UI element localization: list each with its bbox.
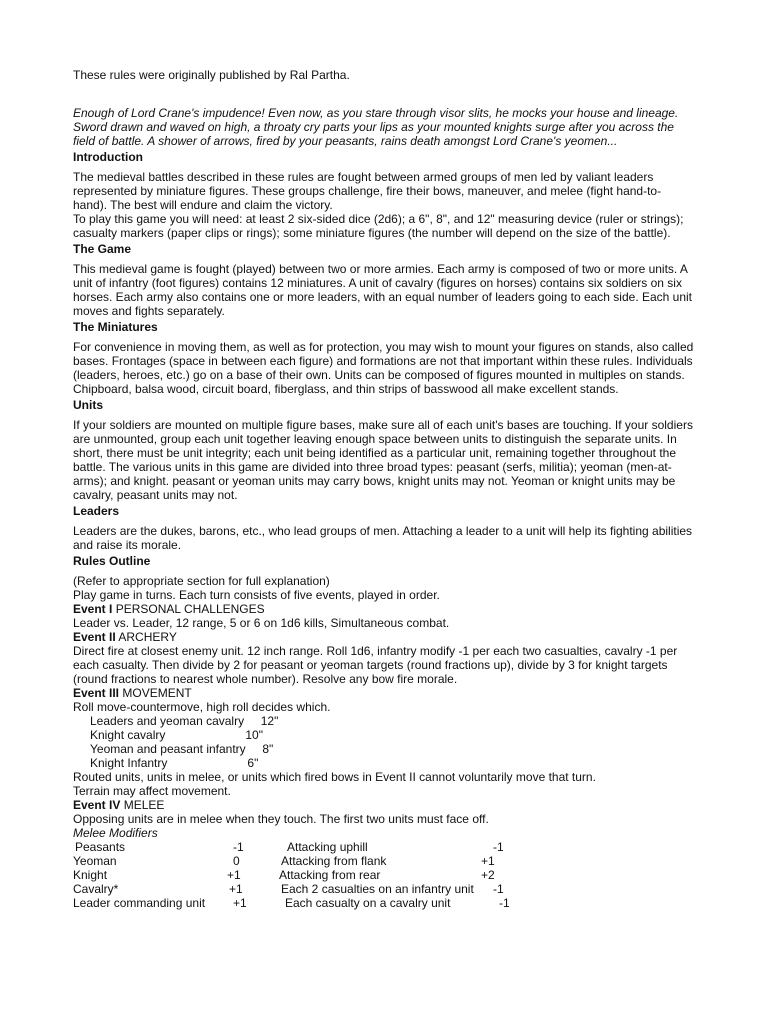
event-3-heading bbox=[73, 686, 695, 700]
event-4-name: MELEE bbox=[123, 798, 165, 812]
modifier-left-label: Knight bbox=[73, 868, 108, 882]
leaders-paragraph: Leaders are the dukes, barons, etc., who lead groups of men. Attaching a leader to a unit will help its fighting abilities and raise its morale. bbox=[73, 524, 693, 552]
event-2-text: Direct fire at closest enemy unit. 12 inch range. Roll 1d6, infantry modify -1 per each two casualties, cavalry -1 per each casualty. Then divide by 2 for peasant or yeoman targets (round fractions up), divide by 3 for knight targets (round fractions to nearest whole number). Resolve any bow fire morale. bbox=[73, 644, 678, 686]
outline-line-1: (Refer to appropriate section for full explanation) bbox=[73, 574, 330, 588]
modifier-right-value: -1 bbox=[499, 896, 510, 910]
modifier-right-label: Attacking uphill bbox=[287, 840, 368, 854]
movement-note-2: Terrain may affect movement. bbox=[73, 784, 231, 798]
heading-introduction: Introduction bbox=[73, 150, 143, 164]
modifier-row bbox=[73, 868, 695, 882]
event-4-label: Event IV bbox=[73, 798, 121, 812]
movement-rate-row: Knight Infantry 6" bbox=[90, 756, 259, 770]
movement-rate-row: Yeoman and peasant infantry 8" bbox=[90, 742, 274, 756]
heading-leaders: Leaders bbox=[73, 504, 120, 518]
movement-rate-row: Leaders and yeoman cavalry 12" bbox=[90, 714, 279, 728]
modifier-row bbox=[73, 896, 695, 910]
modifier-right-value: +1 bbox=[481, 854, 495, 868]
modifier-right-value: +2 bbox=[481, 868, 495, 882]
event-4-text: Opposing units are in melee when they touch. The first two units must face off. bbox=[73, 812, 489, 826]
modifier-left-label: Peasants bbox=[75, 840, 126, 854]
modifier-right-label: Attacking from rear bbox=[279, 868, 381, 882]
modifier-right-label: Each 2 casualties on an infantry unit bbox=[281, 882, 474, 896]
event-2-label: Event II bbox=[73, 630, 116, 644]
event-1-text: Leader vs. Leader, 12 range, 5 or 6 on 1d6 kills, Simultaneous combat. bbox=[73, 616, 450, 630]
event-1-name: PERSONAL CHALLENGES bbox=[115, 602, 265, 616]
modifier-row bbox=[73, 882, 695, 896]
event-1-heading bbox=[73, 602, 695, 616]
modifier-row bbox=[73, 854, 695, 868]
document-page bbox=[73, 68, 695, 910]
event-4-heading bbox=[73, 798, 695, 812]
event-3-label: Event III bbox=[73, 686, 120, 700]
event-2-heading bbox=[73, 630, 695, 644]
event-1-label: Event I bbox=[73, 602, 113, 616]
modifier-left-value: +1 bbox=[229, 882, 243, 896]
modifier-left-value: +1 bbox=[233, 896, 247, 910]
miniatures-paragraph: For convenience in moving them, as well as for protection, you may wish to mount your figures on stands, also called bases. Frontages (space in between each figure) and formations are not that important within these rules. Individuals (leaders, heroes, etc.) go on a base of their own. Units can be composed of figures mounted in multiples on stands. Chipboard, balsa wood, circuit board, fiberglass, and thin strips of basswood all make excellent stands. bbox=[73, 340, 694, 396]
introduction-paragraph-1: The medieval battles described in these rules are fought between armed groups of men led by valiant leaders represented by miniature figures. These groups challenge, fire their bows, maneuver, and melee (fight hand-to-hand). The best will endure and claim the victory. bbox=[73, 170, 662, 212]
modifier-left-label: Cavalry* bbox=[73, 882, 119, 896]
modifier-right-label: Each casualty on a cavalry unit bbox=[285, 896, 451, 910]
intro-flavor-text: Enough of Lord Crane's impudence! Even now, as you stare through visor slits, he mocks your house and lineage. Sword drawn and waved on high, a throaty cry parts your lips as your mounted knights surge after you across the field of battle. A shower of arrows, fired by your peasants, rains death amongst Lord Crane's yeomen... bbox=[73, 106, 679, 148]
game-paragraph: This medieval game is fought (played) between two or more armies. Each army is composed of two or more units. A unit of infantry (foot figures) contains 12 miniatures. A unit of cavalry (figures on horses) contains six soldiers on six horses. Each army also contains one or more leaders, with an equal number of leaders going to each side. Each unit moves and fights separately. bbox=[73, 262, 693, 318]
publisher-note: These rules were originally published by Ral Partha. bbox=[73, 68, 350, 82]
event-2-name: ARCHERY bbox=[118, 630, 177, 644]
movement-rate-row: Knight cavalry 10" bbox=[90, 728, 263, 742]
outline-line-2: Play game in turns. Each turn consists of five events, played in order. bbox=[73, 588, 440, 602]
heading-the-game: The Game bbox=[73, 242, 132, 256]
modifier-right-value: -1 bbox=[493, 882, 504, 896]
modifier-right-value: -1 bbox=[493, 840, 504, 854]
modifier-right-label: Attacking from flank bbox=[281, 854, 387, 868]
modifier-left-value: +1 bbox=[227, 868, 241, 882]
units-paragraph: If your soldiers are mounted on multiple figure bases, make sure all of each unit's bases are touching. If your soldiers are unmounted, group each unit together leaving enough space between units to distinguish the separate units. In short, there must be unit integrity; each unit being identified as a particular unit, remaining together throughout the battle. The various units in this game are divided into three broad types: peasant (serfs, militia); yeoman (men-at-arms); and knight. peasant or yeoman units may carry bows, knight units may not. Yeoman or knight units may be cavalry, peasant units may not. bbox=[73, 418, 693, 502]
event-3-name: MOVEMENT bbox=[122, 686, 192, 700]
modifier-left-value: -1 bbox=[233, 840, 244, 854]
event-3-text: Roll move-countermove, high roll decides which. bbox=[73, 700, 331, 714]
melee-modifiers-table bbox=[73, 840, 695, 910]
melee-modifiers-title: Melee Modifiers bbox=[73, 826, 158, 840]
heading-units: Units bbox=[73, 398, 103, 412]
heading-rules-outline: Rules Outline bbox=[73, 554, 151, 568]
modifier-left-value: 0 bbox=[233, 854, 240, 868]
movement-note-1: Routed units, units in melee, or units which fired bows in Event II cannot voluntarily move that turn. bbox=[73, 770, 596, 784]
modifier-left-label: Yeoman bbox=[73, 854, 117, 868]
modifier-row bbox=[73, 840, 695, 854]
modifier-left-label: Leader commanding unit bbox=[73, 896, 206, 910]
heading-the-miniatures: The Miniatures bbox=[73, 320, 158, 334]
introduction-paragraph-2: To play this game you will need: at least 2 six-sided dice (2d6); a 6", 8", and 12" measuring device (ruler or strings); casualty markers (paper clips or rings); some miniature figures (the number will depend on the size of the battle). bbox=[73, 212, 684, 240]
